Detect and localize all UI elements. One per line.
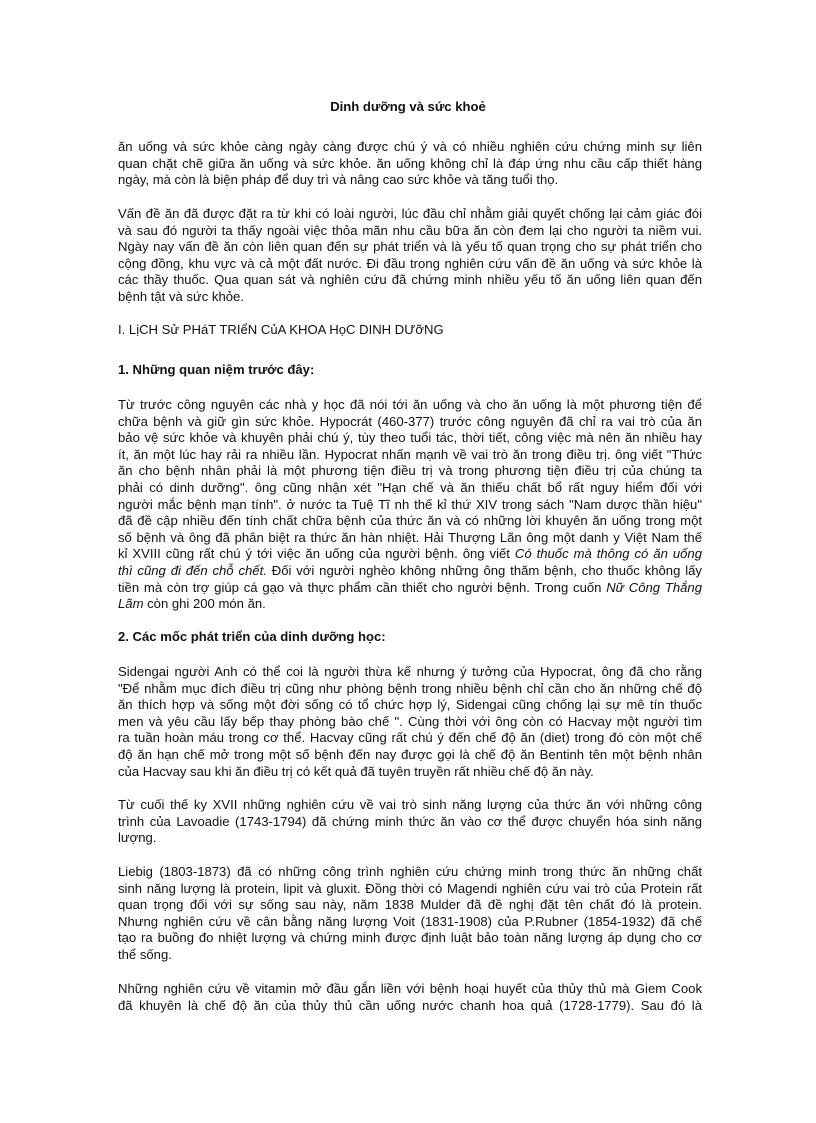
text-line: lượng.	[118, 830, 157, 846]
subheading-milestones	[118, 629, 702, 646]
text-line: Từ cuối thế ky XVII những nghiên cứu về vai trò sinh năng lượng của thức ăn với những công	[118, 797, 702, 812]
paragraph-hypocrat	[118, 397, 702, 613]
text-span: Đối với người nghèo không những ông thăm bệnh, cho thuốc không lấy	[266, 562, 702, 578]
text-line: Sidengai người Anh có thể coi là người thừa kế nhưng ý tưởng của Hypocrat, ông đã cho rằng	[118, 664, 702, 679]
text-line: quan trọng đối với sự sống sau này, năm 1838 Mulder đã đề nghị đặt tên chất đó là protein.	[118, 897, 702, 913]
text-line: ăn cho bệnh nhân phải là một phương tiện điều trị và trong phương tiện điều trị của chúng ta	[118, 463, 702, 479]
text-line	[118, 580, 702, 597]
text-line	[118, 563, 702, 580]
text-line: của Hacvay sau khi ăn điều trị có kết quả đã tuyên truyền rất nhiều chế độ ăn này.	[118, 763, 594, 779]
text-line: bệnh tật và sức khỏe.	[118, 288, 244, 304]
text-line	[118, 596, 702, 613]
text-line: ăn thích hợp và sống một đời sống có tổ chức hợp lý, Sidengai cũng chống lại sự mê tín thuốc	[118, 697, 702, 713]
text-line: tạo ra buồng đo nhiệt lượng và chứng minh được định luật bảo toàn năng lượng áp dụng cho cơ	[118, 930, 702, 946]
text-span: tiền mà còn trợ giúp cá gạo và thực phẩm cần thiết cho người bệnh. Trong cuốn	[118, 579, 607, 595]
text-line: Nhưng nghiên cứu về cân bằng năng lượng Voit (1831-1908) của P.Rubner (1854-1932) đã chế	[118, 913, 702, 929]
text-line: các thầy thuốc. Qua quan sát và nghiên cứu đã chứng minh nhiều yếu tố ăn uống liên quan đến	[118, 272, 702, 288]
document-title: Dinh dưỡng và sức khoẻ	[330, 99, 486, 114]
paragraph-vitamin	[118, 981, 702, 1014]
paragraph-sidengai	[118, 664, 702, 780]
italic-book-title: Nữ Công Thắng	[606, 579, 702, 595]
subheading: 1. Những quan niệm trước đây:	[118, 362, 315, 377]
paragraph-liebig	[118, 864, 702, 964]
text-line: số bệnh và ông đã phân biệt ra thức ăn hàn nhiệt. Hải Thượng Lãn ông một danh y Việt Nam thế	[118, 529, 702, 545]
text-span: còn ghi 200 món ăn.	[143, 596, 266, 612]
text-line: thể sống.	[118, 946, 172, 962]
text-line: ra tuần hoàn máu trong cơ thể. Hacvay cũng rất chú ý đến chế độ ăn (diet) trong đó còn một chế	[118, 730, 702, 746]
section-heading: I. LịCH Sử PHáT TRIểN CủA KHOA HọC DINH DƯỡNG	[118, 322, 444, 337]
paragraph-origin	[118, 206, 702, 306]
text-line: ăn uống và sức khỏe càng ngày càng được chú ý và có nhiều nghiên cứu chứng minh sự liên	[118, 139, 702, 154]
text-line: trình của Lavoadie (1743-1794) đã chứng minh thức ăn vào cơ thể được chuyển hóa sinh năng	[118, 813, 702, 829]
text-line: quan chặt chẽ giữa ăn uống và sức khỏe. ăn uống không chỉ là đáp ứng nhu cầu cấp thiết hàng	[118, 155, 702, 171]
text-line: đã khuyên là chế độ ăn của thủy thủ cần uống nước chanh hoa quả (1728-1779). Sau đó là	[118, 997, 702, 1013]
text-line: phải có dinh dưỡng". ông cũng nhận xét "Hạn chế và ăn thiếu chất bổ rất nguy hiểm đối với	[118, 479, 702, 495]
subheading: 2. Các mốc phát triển của dinh dưỡng học:	[118, 629, 386, 644]
text-line: ít, ăn một lúc hay rải ra nhiều lần. Hypocrat nhấn mạnh về vai trò ăn trong điều trị. ông viết "Thức	[118, 446, 702, 462]
text-line: Những nghiên cứu về vitamin mở đầu gắn liền với bệnh hoại huyết của thủy thủ mà Giem Cook	[118, 981, 702, 996]
paragraph-lavoadie	[118, 797, 702, 847]
text-line: Liebig (1803-1873) đã có những công trình nghiên cứu chứng minh trong thức ăn những chất	[118, 864, 702, 879]
text-span: kỉ XVIII cũng rất chú ý tới việc ăn uống của người bệnh. ông viết	[118, 546, 515, 562]
text-line: Từ trước công nguyên các nhà y học đã nói tới ăn uống và cho ăn uống là một phương tiện để	[118, 397, 702, 412]
text-line: "Để nhằm mục đích điều trị cũng như phòng bệnh trong nhiều bệnh chỉ cần cho ăn những chế độ	[118, 680, 702, 696]
italic-quote: thì cũng đi đến chỗ chết.	[118, 562, 267, 578]
italic-book-title: Lãm	[118, 596, 144, 612]
text-line: ngày, mà còn là biện pháp để duy trì và nâng cao sức khỏe và tăng tuổi thọ.	[118, 172, 559, 188]
text-line: sinh năng lượng là protein, lipit và gluxit. Đồng thời có Magendi nghiên cứu vai trò của Protein rất	[118, 880, 702, 896]
subheading-early-concepts	[118, 362, 702, 379]
text-line: đã đề cập nhiều đến tính chất chữa bệnh của thức ăn và có những lời khuyên ăn uống trong một	[118, 513, 702, 529]
text-line: cộng đồng, khu vực và cả một đất nước. Đi đầu trong nghiên cứu vấn đề ăn uống và sức khỏe là	[118, 255, 702, 271]
text-line: Ngày nay vấn đề ăn còn liên quan đến sự phát triển và là yếu tố quan trọng cho sự phát triển cho	[118, 239, 702, 255]
text-line: và sau đó người ta thấy ngoài việc thỏa mãn nhu cầu bữa ăn còn đem lại cho người ta niềm vui.	[118, 222, 702, 238]
text-line: người mắc bệnh mạn tính". ở nước ta Tuệ Tĩ nh thế kỉ thứ XIV trong sách "Nam dược thần hiệu"	[118, 496, 702, 512]
text-line: độ ăn hạn chế mở trong một số bệnh đến nay được gọi là chế độ ăn Bentinh tên một bệnh nhân	[118, 746, 702, 762]
text-line: Vấn đề ăn đã được đặt ra từ khi có loài người, lúc đầu chỉ nhằm giải quyết chống lại cảm giác đói	[118, 206, 702, 221]
text-line	[118, 546, 702, 563]
text-line: men và yêu cầu lấy bếp thay phòng bào chế ". Cùng thời với ông còn có Hacvay một người tìm	[118, 713, 702, 729]
paragraph-intro	[118, 139, 702, 189]
text-line: chữa bệnh và giữ gìn sức khỏe. Hypocrát (460-377) trước công nguyên đã chỉ ra vai trò của ăn	[118, 413, 702, 429]
section-heading-history	[118, 322, 702, 339]
italic-quote: Có thuốc mà thông có ăn uống	[514, 546, 702, 562]
text-line: bảo vệ sức khỏe và khuyên phải chú ý, tùy theo tuổi tác, thời tiết, công việc mà nên ăn nhiều hay	[118, 430, 702, 446]
